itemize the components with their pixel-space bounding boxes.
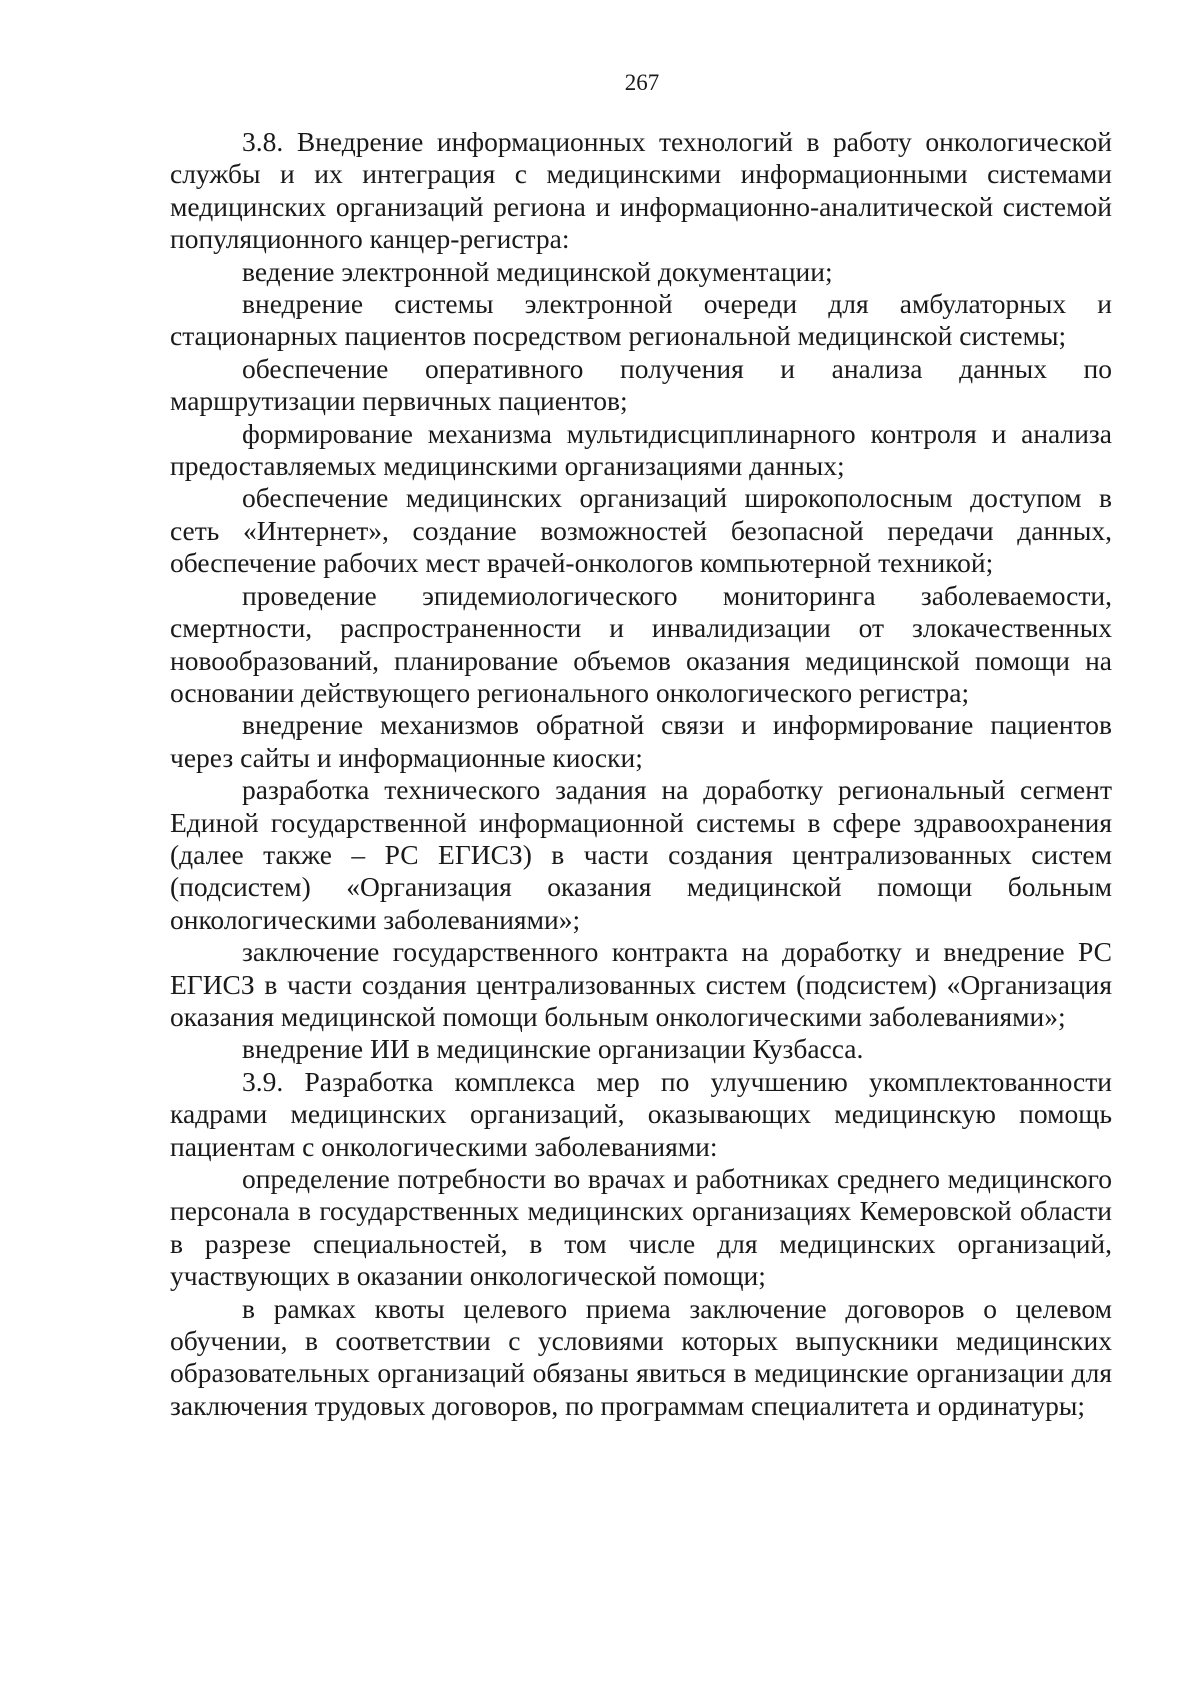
- document-body: [170, 126, 1112, 1422]
- list-item: внедрение ИИ в медицинские организации Кузбасса.: [242, 1033, 864, 1065]
- list-item: внедрение механизмов обратной связи и информирование пациентов через сайты и информационные киоски;: [170, 709, 1112, 773]
- list-item: определение потребности во врачах и работниках среднего медицинского персонала в государственных медицинских организациях Кемеровской области в разрезе специальностей, в том числе для медицинских организаций, участвующих в оказании онкологической помощи;: [170, 1163, 1112, 1292]
- list-item: разработка технического задания на доработку региональный сегмент Единой государственной информационной системы в сфере здравоохранения (далее также – РС ЕГИСЗ) в части создания централизованных систем (подсистем) «Организация оказания медицинской помощи больным онкологическими заболеваниями»;: [170, 774, 1112, 935]
- list-item: обеспечение медицинских организаций широкополосным доступом в сеть «Интернет», создание возможностей безопасной передачи данных, обеспечение рабочих мест врачей-онкологов компьютерной техникой;: [170, 482, 1112, 579]
- list-item: формирование механизма мультидисциплинарного контроля и анализа предоставляемых медицинскими организациями данных;: [170, 417, 1112, 482]
- section-3-8-heading: 3.8. Внедрение информационных технологий в работу онкологической службы и их интеграция с медицинскими информационными системами медицинских организаций региона и информационно-аналитической системой популяционного канцер-регистра:: [170, 126, 1112, 255]
- list-item: внедрение системы электронной очереди для амбулаторных и стационарных пациентов посредством региональной медицинской системы;: [170, 288, 1112, 352]
- list-item: проведение эпидемиологического мониторинга заболеваемости, смертности, распространенности и инвалидизации от злокачественных новообразований, планирование объемов оказания медицинской помощи на основании действующего регионального онкологического регистра;: [170, 579, 1112, 708]
- list-item: ведение электронной медицинской документации;: [242, 255, 833, 287]
- list-item: обеспечение оперативного получения и анализа данных по маршрутизации первичных пациентов;: [170, 352, 1112, 417]
- list-item: в рамках квоты целевого приема заключение договоров о целевом обучении, в соответствии с условиями которых выпускники медицинских образовательных организаций обязаны явиться в медицинские организации для заключения трудовых договоров, по программам специалитета и ординатуры;: [170, 1292, 1112, 1421]
- list-item: заключение государственного контракта на доработку и внедрение РС ЕГИСЗ в части создания централизованных систем (подсистем) «Организация оказания медицинской помощи больным онкологическими заболеваниями»;: [170, 936, 1112, 1032]
- page-number: 267: [624, 70, 660, 95]
- section-3-9-heading: 3.9. Разработка комплекса мер по улучшению укомплектованности кадрами медицинских организаций, оказывающих медицинскую помощь пациентам с онкологическими заболеваниями:: [170, 1065, 1112, 1162]
